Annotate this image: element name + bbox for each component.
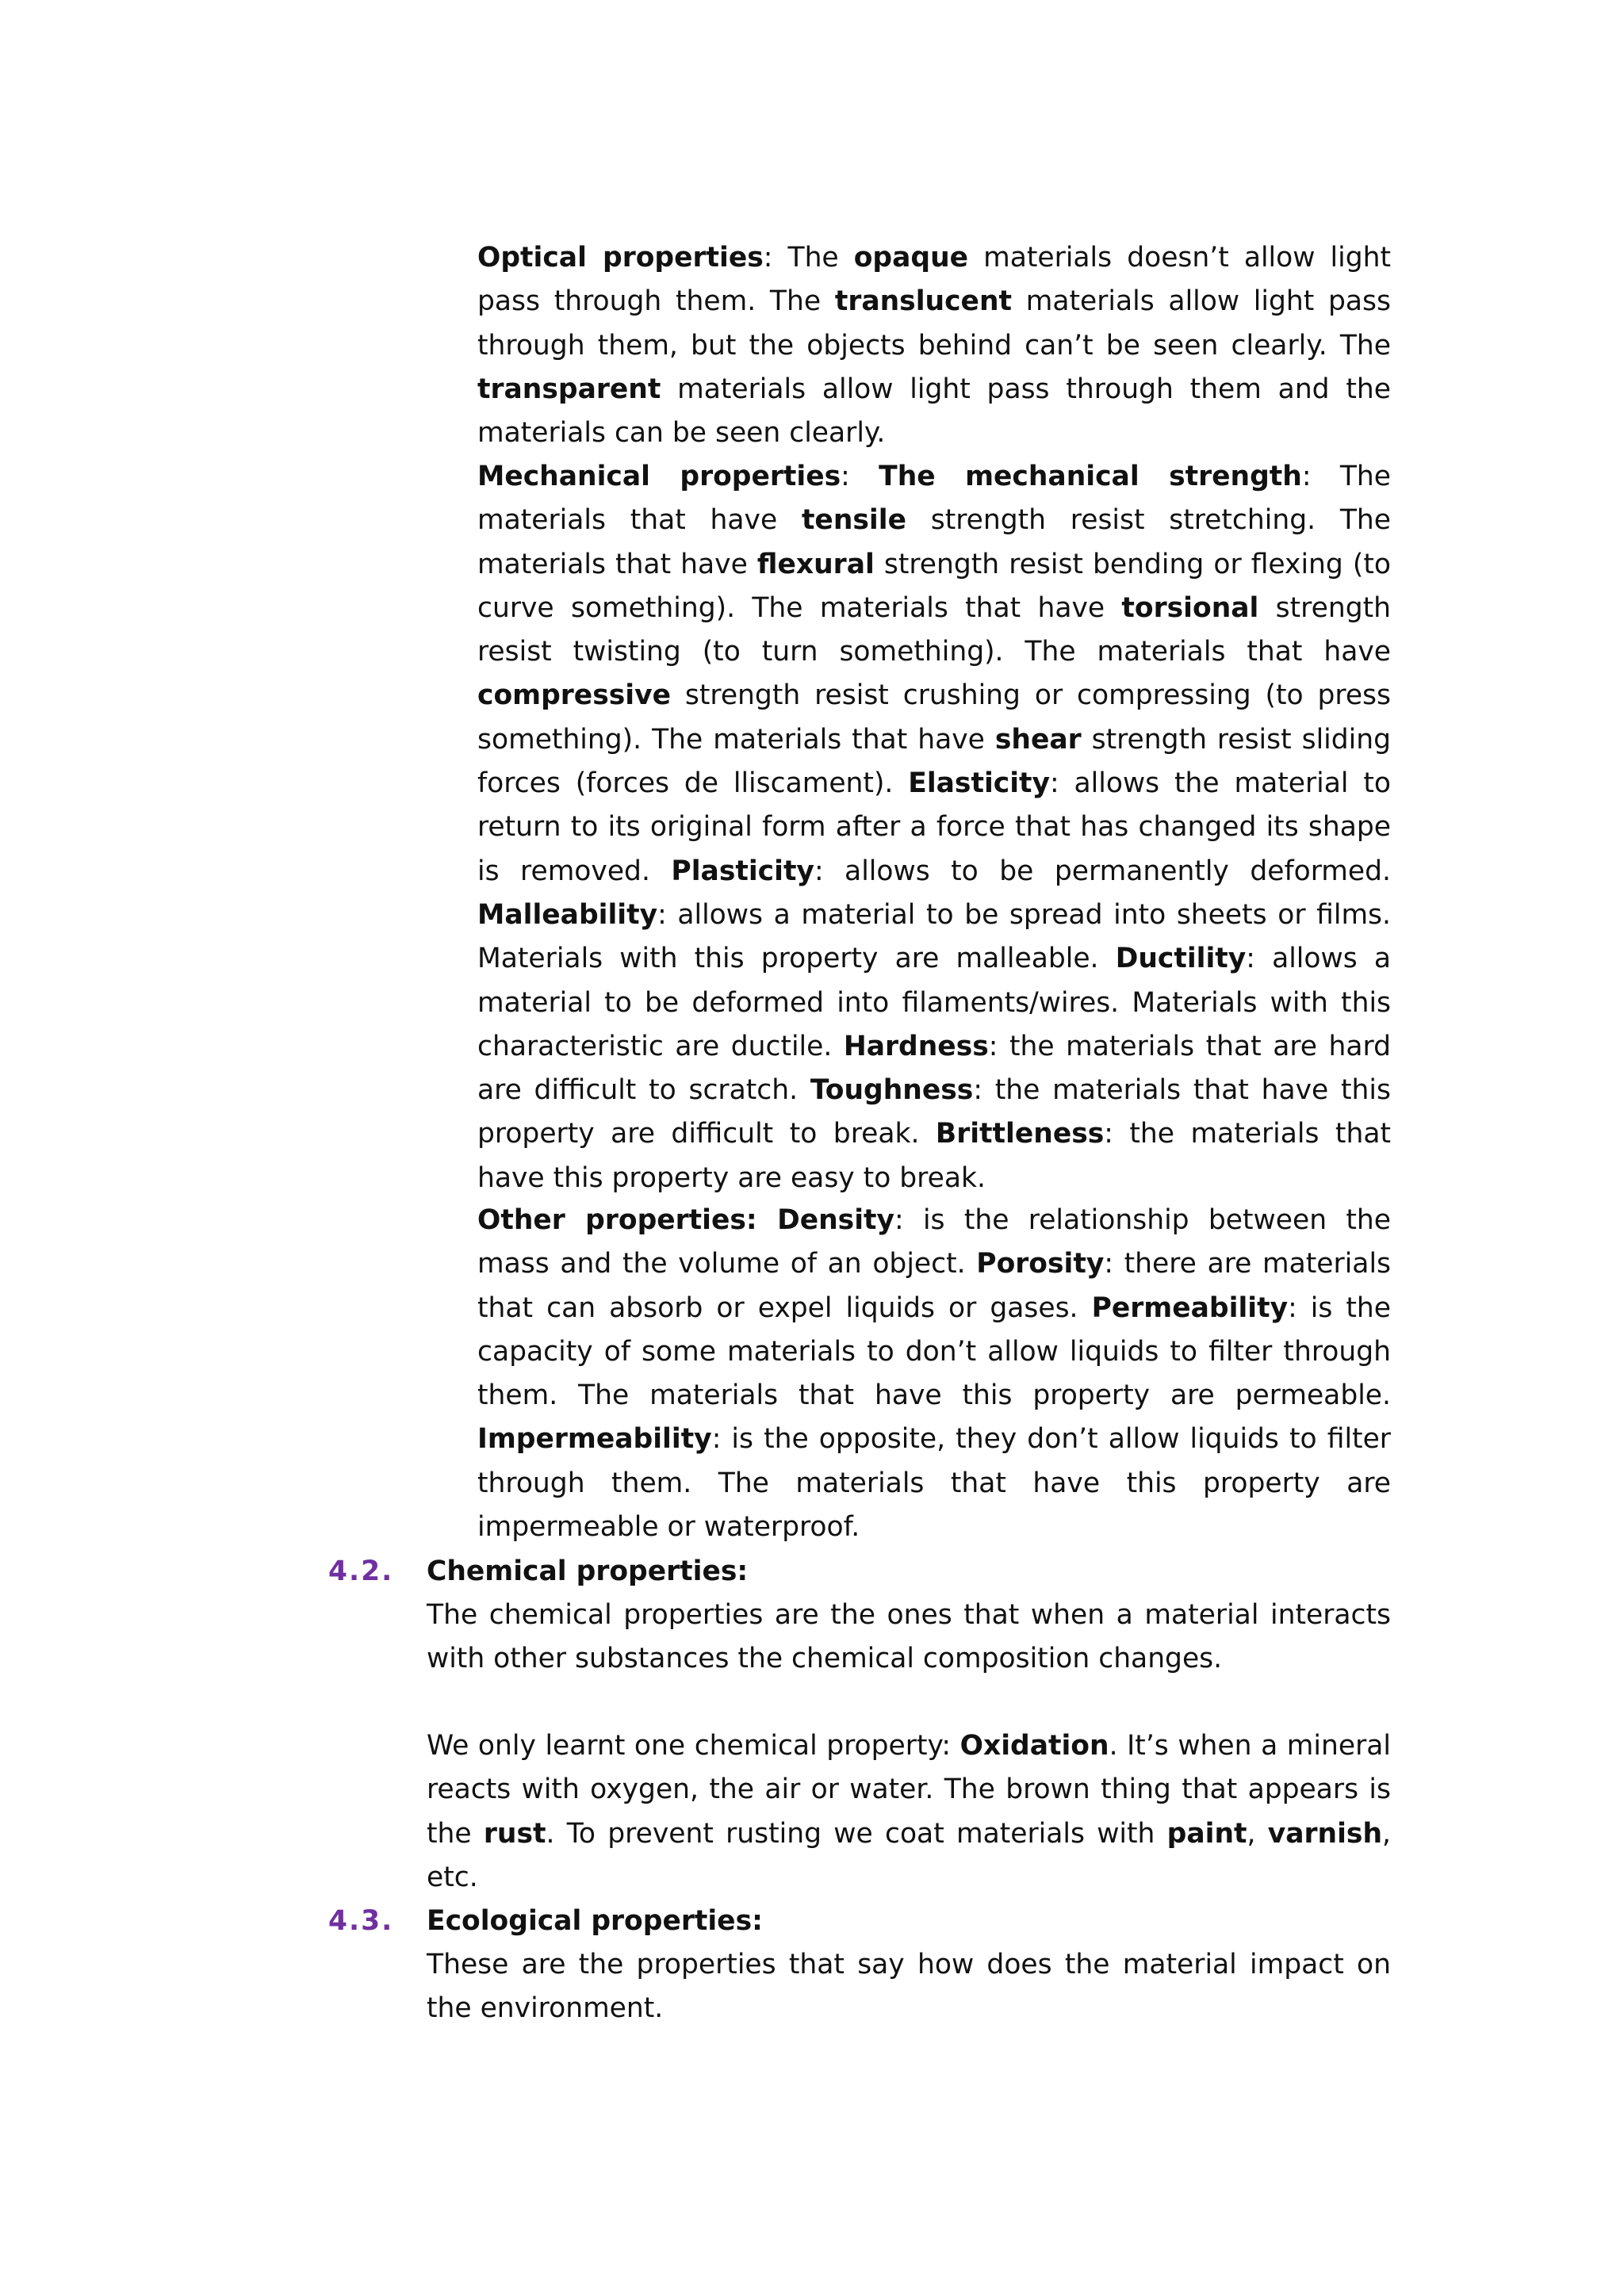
mechanical-properties-paragraph: Mechanical properties: The mechanical strength: The materials that have tensile strength resist stretching. The materials that have flexural strength resist bending or flexing (to curve something). The materials that have torsional strength resist twisting (to turn something). The materials that have compressive strength resist crushing or compressing (to press something). The materials that have shear strength resist sliding forces (forces de lliscament). Elasticity: allows the material to return to its original form after a force that has changed its shape is removed. Plasticity: allows to be permanently deformed. Malleability: allows a material to be spread into sheets or films. Materials with this property are malleable. Ductility: allows a material to be deformed into filaments/wires. Materials with this characteristic are ductile. Hardness: the materials that are hard are difficult to scratch. Toughness: the materials that have this property are difficult to break. Brittleness: the materials that have this property are easy to break. (477, 461, 1391, 1194)
ecological-paragraph: These are the properties that say how does the material impact on the environment. (427, 1949, 1391, 2025)
section-title-chemical: Chemical properties: (427, 1556, 749, 1587)
other-properties-paragraph: Other properties: Density: is the relationship between the mass and the volume of an object. Porosity: there are materials that can absorb or expel liquids or gases. Permeability: is the capacity of some materials to don’t allow liquids to filter through them. The materials that have this property are permeable. Impermeability: is the opposite, they don’t allow liquids to filter through them. The materials that have this property are impermeable or waterproof. (477, 1204, 1391, 1544)
oxidation-paragraph: We only learnt one chemical property: Oxidation. It’s when a mineral reacts with oxygen, the air or water. The brown thing that appears is the rust. To prevent rusting we coat materials with paint, varnish, etc. (427, 1730, 1391, 1893)
mechanical-properties-heading: Mechanical properties (477, 461, 841, 492)
section-title-ecological: Ecological properties: (427, 1905, 763, 1937)
section-number-4-2: 4.2. (328, 1556, 394, 1587)
chemical-intro-paragraph: The chemical properties are the ones that when a material interacts with other substances the chemical composition changes. (427, 1599, 1391, 1675)
optical-properties-paragraph: Optical properties: The opaque materials doesn’t allow light pass through them. The translucent materials allow light pass through them, but the objects behind can’t be seen clearly. The transparent materials allow light pass through them and the materials can be seen clearly. (477, 242, 1391, 450)
optical-properties-heading: Optical properties (477, 242, 764, 274)
other-properties-heading: Other properties: Density (477, 1204, 895, 1236)
section-number-4-3: 4.3. (328, 1905, 394, 1937)
